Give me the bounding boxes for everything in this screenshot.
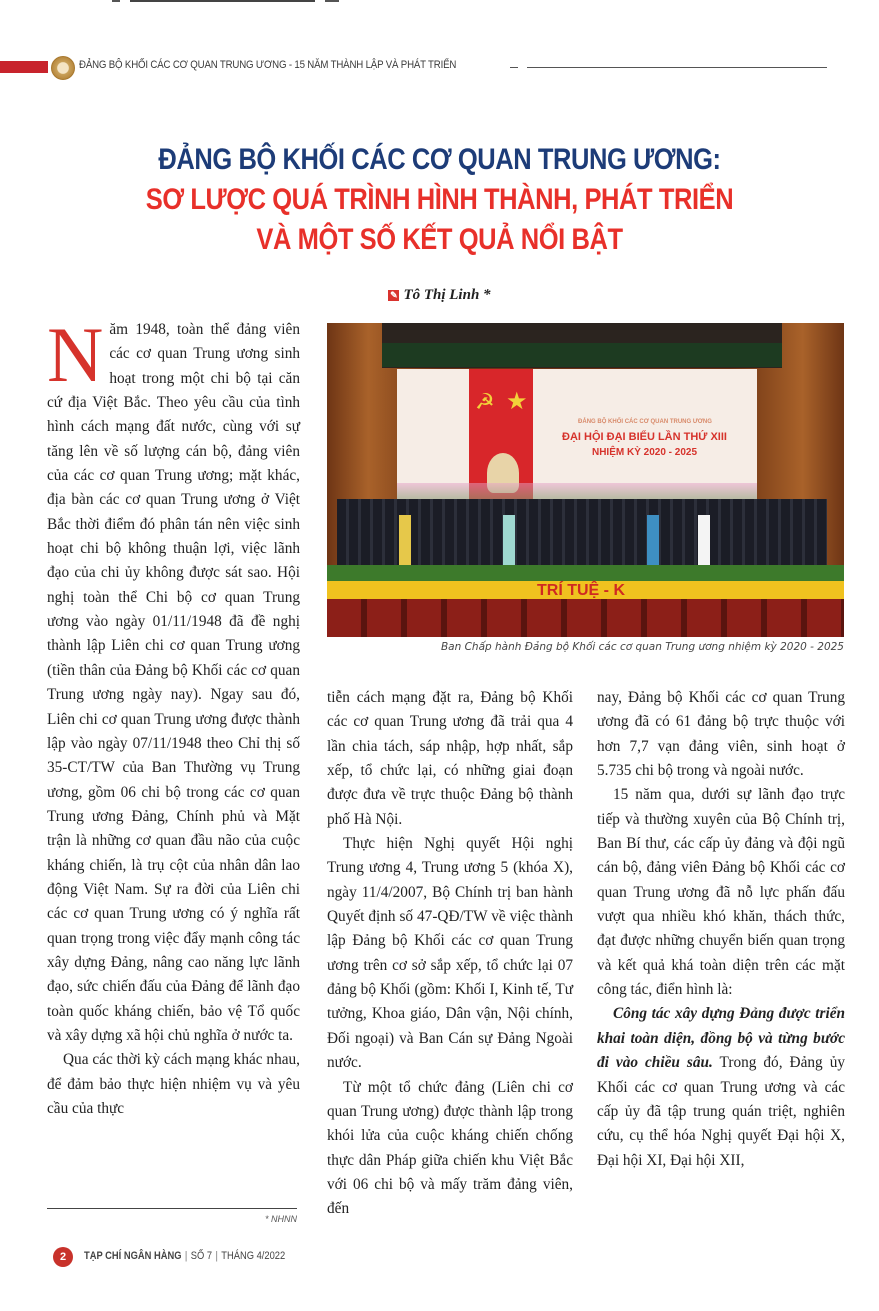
paragraph	[47, 311, 300, 1048]
emblem-icon	[51, 56, 75, 80]
backdrop-term: NHIỆM KỲ 2020 - 2025	[591, 447, 698, 458]
footnote: * NHNN	[264, 1214, 297, 1224]
paragraph-text: Trong đó, Đảng ủy Khối các cơ quan Trung ương và các cấp ủy đã tập trung quán triệt, nghiên cứu, cụ thể hóa Nghị quyết Đại hội X, Đại hội XI, Đại hội XII,	[597, 1054, 845, 1169]
issue-number: SỐ 7	[190, 1250, 213, 1262]
title-line-1: ĐẢNG BỘ KHỐI CÁC CƠ QUAN TRUNG ƯƠNG:	[158, 143, 721, 176]
divider	[510, 67, 518, 68]
column-2	[327, 686, 573, 1222]
title-line-2: SƠ LƯỢC QUÁ TRÌNH HÌNH THÀNH, PHÁT TRIỂN	[145, 183, 734, 216]
backdrop-title: ĐẠI HỘI ĐẠI BIỂU LẦN THỨ XIII	[562, 431, 727, 443]
pen-icon: ✎	[390, 290, 398, 300]
column-3	[597, 686, 845, 1173]
page-number: 2	[53, 1247, 73, 1267]
footnote-divider	[47, 1208, 297, 1209]
paragraph	[597, 1002, 845, 1172]
audience-seats	[327, 599, 844, 637]
journal-info	[84, 1250, 285, 1262]
paragraph: Qua các thời kỳ cách mạng khác nhau, để đảm bảo thực hiện nhiệm vụ và yêu cầu của thực	[47, 1051, 300, 1117]
journal-name: TẠP CHÍ NGÂN HÀNG	[84, 1250, 182, 1262]
crop-mark	[130, 0, 315, 2]
drop-cap: N	[47, 311, 104, 398]
backdrop-org-name: ĐẢNG BỘ KHỐI CÁC CƠ QUAN TRUNG ƯƠNG	[578, 419, 712, 425]
paragraph-text: ăm 1948, toàn thể đảng viên các cơ quan Trung ương sinh hoạt trong một chi bộ tại căn cứ địa Việt Bắc. Theo yêu cầu của tình hình cách mạng đất nước, cùng với sự tăng lên về số lượng cán bộ, đảng viên của các cơ quan Trung ương; mặt khác, địa bàn các cơ quan Trung ương ở Việt Bắc thời điểm đó phân tán nên việc sinh hoạt chi bộ không thuận lợi, việc lãnh đạo của chi ủy không được sát sao. Hội nghị toàn thể Chi bộ cơ quan Trung ương vào ngày 01/11/1948 đã đề nghị thành lập Liên chi cơ quan Trung ương (tiền thân của Đảng bộ Khối các cơ quan Trung ương ngày nay). Ngay sau đó, Liên chi cơ quan Trung ương được thành lập vào ngày 07/11/1948 theo Chỉ thị số 35-CT/TW của Ban Thường vụ Trung ương, gồm 06 chi bộ trong các cơ quan Trung ương Đảng, Chính phủ và Mặt trận là những cơ quan đầu não của cuộc kháng chiến, là trụ cột của nhân dân lao động Việt Nam. Sự ra đời của Liên chi các cơ quan Trung ương có ý nghĩa rất quan trọng trong việc đẩy mạnh công tác xây dựng Đảng, nâng cao năng lực lãnh đạo, sức chiến đấu của Đảng để lãnh đạo toàn quốc kháng chiến, bảo vệ Tổ quốc và xây dựng xã hội chủ nghĩa ở nước ta.	[47, 321, 300, 1044]
title-line-3: VÀ MỘT SỐ KẾT QUẢ NỔI BẬT	[256, 223, 623, 256]
congress-photo	[327, 323, 844, 637]
paragraph: Từ một tổ chức đảng (Liên chi cơ quan Trung ương) được thành lập trong khói lửa của cuộc kháng chiến chống thực dân Pháp giữa chiến khu Việt Bắc với 06 chi bộ và mấy trăm đảng viên, đến	[327, 1078, 573, 1218]
paragraph: 15 năm qua, dưới sự lãnh đạo trực tiếp và thường xuyên của Bộ Chính trị, Ban Bí thư, các cấp ủy đảng và đội ngũ cán bộ, đảng viên Đảng bộ Khối các cơ quan Trung ương đã nỗ lực phấn đấu vượt qua nhiều khó khăn, thách thức, đạt được những chuyển biến quan trọng và kết quả khá toàn diện trên các mặt công tác, điển hình là:	[597, 786, 845, 999]
separator: |	[215, 1250, 218, 1262]
emphasis-text: Công tác xây dựng Đảng được triển khai toàn diện, đồng bộ và từng bước đi vào chiều sâu.	[597, 1005, 845, 1072]
paragraph: Thực hiện Nghị quyết Hội nghị Trung ương 4, Trung ương 5 (khóa X), ngày 11/4/2007, Bộ Chính trị ban hành Quyết định số 47-QĐ/TW về việc thành lập Đảng bộ Khối các cơ quan Trung ương trên cơ sở sắp xếp, tổ chức lại 07 đảng bộ Khối (gồm: Khối I, Kinh tế, Tư tưởng, Khoa giáo, Dân vận, Nội chính, Đối ngoại) và Ban Cán sự Đảng Ngoài nước.	[327, 835, 573, 1072]
hammer-sickle-icon: ☭	[475, 389, 495, 414]
author-name: Tô Thị Linh *	[403, 287, 491, 303]
paragraph: nay, Đảng bộ Khối các cơ quan Trung ương đã có 61 đảng bộ trực thuộc với hơn 7,7 vạn đảng viên, sinh hoạt ở 5.735 chi bộ trong và ngoài nước.	[597, 689, 845, 780]
photo-valance	[382, 343, 782, 367]
separator: |	[184, 1250, 188, 1262]
star-icon: ★	[506, 389, 528, 415]
running-head	[0, 55, 879, 79]
running-head-title: ĐẢNG BỘ KHỐI CÁC CƠ QUAN TRUNG ƯƠNG - 15 NĂM THÀNH LẬP VÀ PHÁT TRIỂN	[79, 59, 457, 71]
crop-mark	[325, 0, 339, 2]
delegate	[698, 515, 710, 565]
photo-caption: Ban Chấp hành Đảng bộ Khối các cơ quan Trung ương nhiệm kỳ 2020 - 2025	[440, 641, 844, 653]
front-banner-text: TRÍ TUỆ - K	[537, 582, 625, 599]
issue-month: THÁNG 4/2022	[221, 1250, 286, 1262]
delegate	[399, 515, 411, 565]
stage-edge	[327, 565, 844, 581]
accent-bar	[0, 61, 48, 73]
crop-marks	[0, 0, 879, 6]
paragraph: tiễn cách mạng đặt ra, Đảng bộ Khối các cơ quan Trung ương đã trải qua 4 lần chia tách, sáp nhập, hợp nhất, sắp xếp, tổ chức lại, có những giai đoạn được đưa về trực thuộc Đảng bộ thành phố Hà Nội.	[327, 689, 573, 828]
delegate	[647, 515, 659, 565]
crop-mark	[112, 0, 120, 2]
byline	[0, 287, 879, 304]
divider	[527, 67, 827, 68]
delegate	[503, 515, 515, 565]
article-title	[0, 140, 879, 260]
column-1	[47, 311, 300, 1121]
